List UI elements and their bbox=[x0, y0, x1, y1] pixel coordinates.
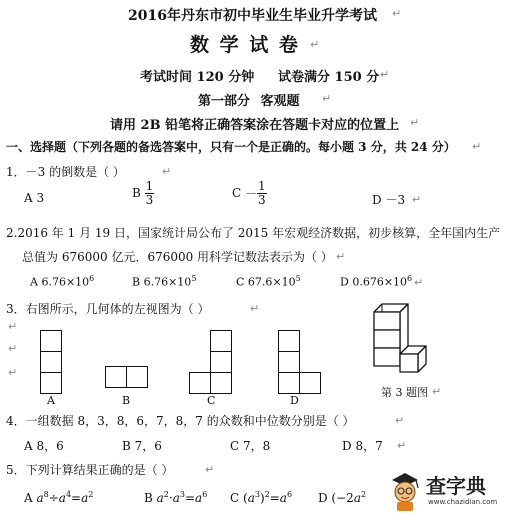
paragraph-mark: ↵ bbox=[205, 463, 215, 476]
q2-line2: 总值为 676000 亿元．676000 用科学记数法表示为（ ） bbox=[22, 250, 333, 264]
paragraph-mark: ↵ bbox=[250, 302, 260, 315]
cube-front-face bbox=[400, 354, 418, 372]
section-title: 一、选择题（下列各题的备选答案中，只有一个是正确的。每小题 3 分，共 24 分） bbox=[6, 140, 456, 154]
cube-face bbox=[299, 372, 321, 394]
fraction: $\frac{1}{3}$ bbox=[258, 179, 266, 207]
exam-score: 试卷满分 150 分 bbox=[278, 70, 380, 85]
q4-option-d: D 8，7 bbox=[342, 439, 383, 453]
paragraph-mark: ↵ bbox=[397, 439, 407, 452]
paragraph-mark: ↵ bbox=[336, 250, 346, 263]
q3-option-c-label: C bbox=[207, 394, 216, 407]
q2-option-c: C $67.6\times 10^5$ bbox=[236, 274, 301, 289]
cube-face bbox=[40, 330, 62, 352]
exam-time: 考试时间 120 分钟 bbox=[140, 70, 255, 85]
cube-front-face bbox=[374, 348, 400, 366]
cube-front-face bbox=[374, 312, 400, 330]
paragraph-mark: ↵ bbox=[410, 116, 420, 129]
q4-option-b: B 7，6 bbox=[122, 439, 162, 453]
paragraph-mark: ↵ bbox=[395, 414, 405, 427]
q4-stem: 4．一组数据 8，3，8，6，7，8，7 的众数和中位数分别是（ ） bbox=[6, 414, 355, 428]
mascot-icon bbox=[388, 470, 422, 512]
cube-face bbox=[40, 372, 62, 394]
cube-face bbox=[210, 372, 232, 394]
cube-face bbox=[278, 330, 300, 352]
q5-option-d: D ($-2a^2$ bbox=[318, 490, 367, 505]
watermark-url: www.chazidian.com bbox=[428, 498, 498, 506]
q4-option-a: A 8，6 bbox=[24, 439, 64, 453]
watermark-logo bbox=[388, 470, 508, 514]
q3-option-a-label: A bbox=[47, 394, 55, 407]
q2-option-d: D $0.676\times 10^6$ bbox=[340, 274, 413, 289]
paragraph-mark: ↵ bbox=[472, 140, 482, 153]
instruction: 请用 2B 铅笔将正确答案涂在答题卡对应的位置上 bbox=[110, 118, 400, 133]
paragraph-mark: ↵ bbox=[414, 276, 424, 289]
q5-option-c: C $(a^3)^2=a^6$ bbox=[230, 490, 293, 505]
paragraph-mark: ↵ bbox=[322, 92, 332, 105]
paragraph-mark: ↵ bbox=[432, 385, 442, 398]
q1-stem: 1．－3 的倒数是（ ） bbox=[6, 165, 125, 179]
paragraph-mark: ↵ bbox=[412, 193, 422, 206]
subject-title: 数 学 试 卷 bbox=[190, 34, 300, 56]
cube-face bbox=[105, 366, 127, 388]
cube-face bbox=[210, 330, 232, 352]
part-title: 第一部分 客观题 bbox=[198, 94, 300, 109]
q3-option-b-label: B bbox=[122, 394, 131, 407]
q3-figure-caption: 第 3 题图 bbox=[381, 386, 428, 399]
paragraph-mark: ↵ bbox=[8, 342, 18, 355]
watermark-brand: 查字典 bbox=[426, 474, 486, 498]
q3-option-d-label: D bbox=[290, 394, 299, 407]
q1-option-c: C － $\frac{1}{3}$ bbox=[232, 179, 266, 207]
cube-face bbox=[278, 372, 300, 394]
paragraph-mark: ↵ bbox=[8, 366, 18, 379]
paragraph-mark: ↵ bbox=[380, 68, 390, 81]
cube-face bbox=[40, 351, 62, 373]
q5-option-b: B $a^2\cdot a^3=a^6$ bbox=[144, 490, 208, 505]
cube-face bbox=[126, 366, 148, 388]
q5-stem: 5．下列计算结果正确的是（ ） bbox=[6, 463, 174, 477]
q3-stem: 3．右图所示，几何体的左视图为（ ） bbox=[6, 302, 210, 316]
q3-solid-figure bbox=[364, 300, 438, 386]
q1-option-a: A 3 bbox=[24, 191, 45, 205]
cube-face bbox=[210, 351, 232, 373]
q1-option-b: B $\frac{1}{3}$ bbox=[132, 179, 154, 207]
cube-face bbox=[189, 372, 211, 394]
paragraph-mark: ↵ bbox=[162, 165, 172, 178]
q1-option-d: D －3 bbox=[372, 193, 406, 207]
q2-option-a: A $6.76\times 10^6$ bbox=[30, 274, 95, 289]
q2-option-b: B $6.76\times 10^5$ bbox=[132, 274, 197, 289]
paragraph-mark: ↵ bbox=[8, 320, 18, 333]
q2-line1: 2.2016 年 1 月 19 日，国家统计局公布了 2015 年宏观经济数据，初步核算，全年国内生产 bbox=[6, 226, 501, 240]
q5-option-a: A $a^8\div a^4=a^2$ bbox=[24, 490, 94, 505]
paragraph-mark: ↵ bbox=[392, 7, 402, 20]
cube-face bbox=[278, 351, 300, 373]
cube-front-face bbox=[374, 330, 400, 348]
paragraph-mark: ↵ bbox=[310, 38, 320, 51]
exam-title: 2016年丹东市初中毕业生毕业升学考试 bbox=[128, 8, 377, 24]
q4-option-c: C 7，8 bbox=[230, 439, 271, 453]
fraction: $\frac{1}{3}$ bbox=[145, 179, 154, 207]
